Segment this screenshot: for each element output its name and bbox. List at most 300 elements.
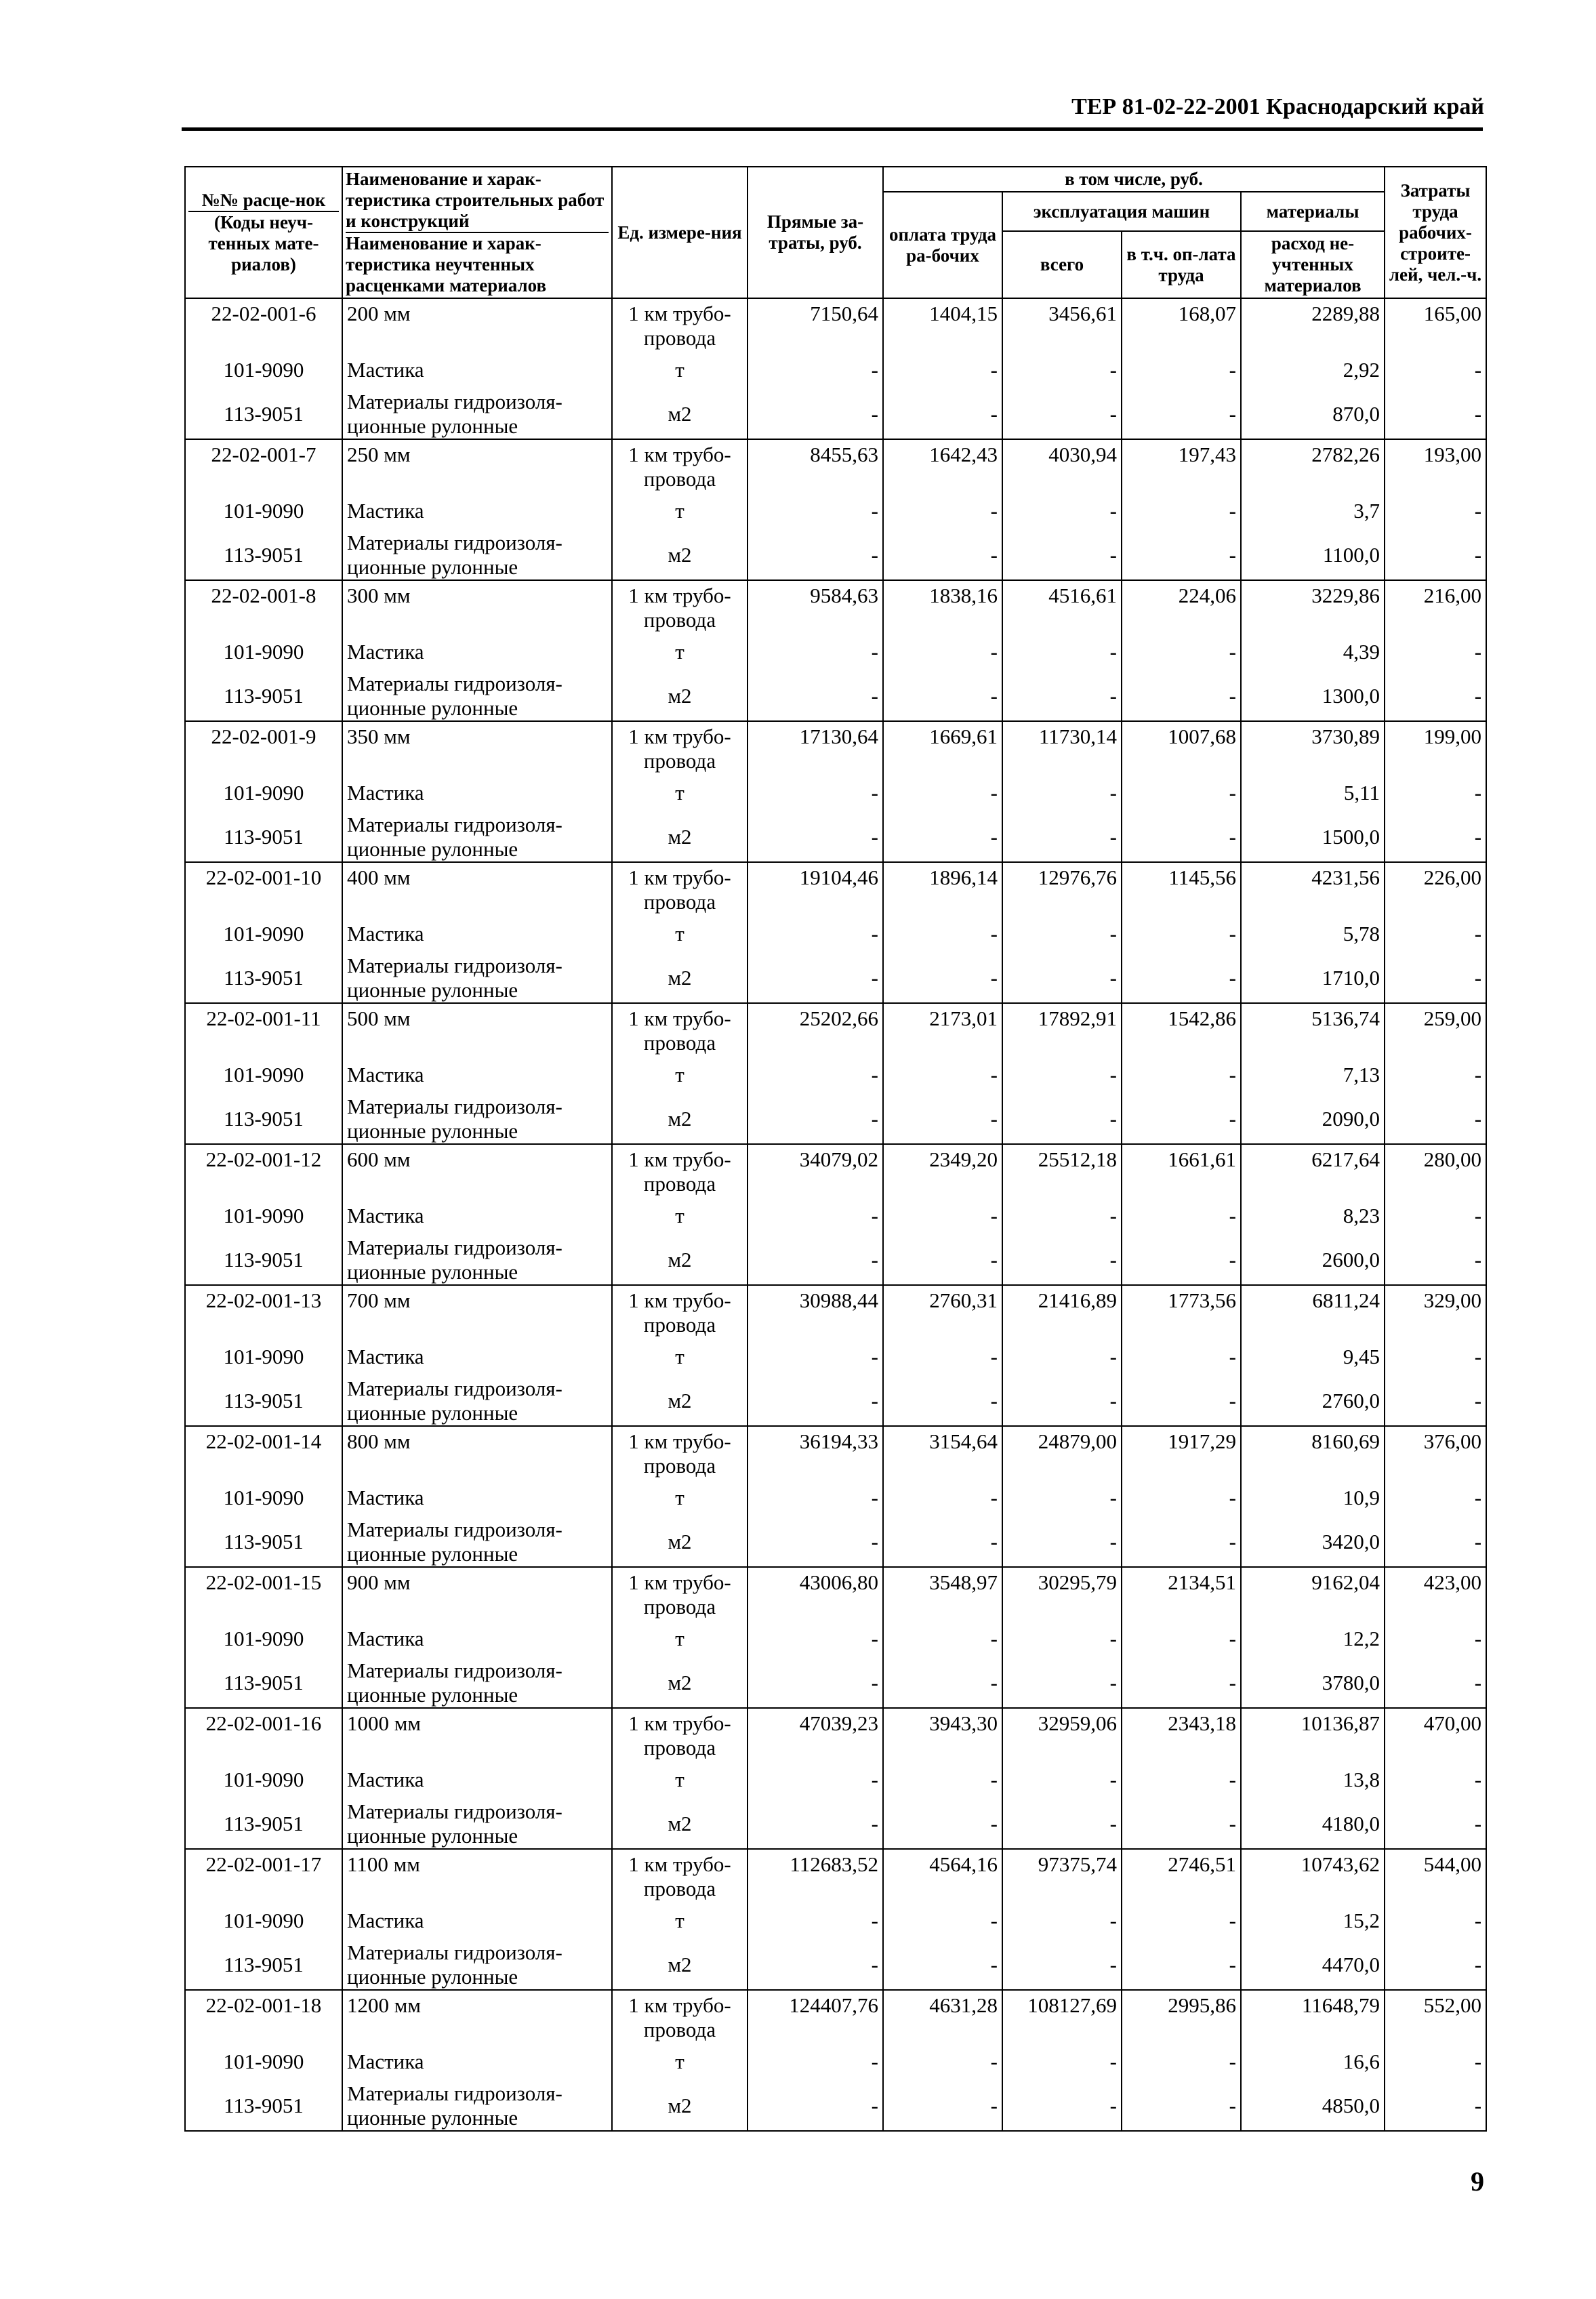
rate-code: 22-02-001-15 bbox=[185, 1567, 342, 1619]
material-unit: м2 bbox=[612, 1095, 748, 1144]
material-name: Мастика bbox=[342, 914, 612, 954]
dash: - bbox=[883, 390, 1002, 439]
col-codes-bottom: (Коды неуч-тенных мате-риалов) bbox=[208, 212, 319, 274]
material-code: 113-9051 bbox=[185, 672, 342, 721]
dash: - bbox=[748, 1337, 883, 1377]
material-name: Материалы гидроизоля-ционные рулонные bbox=[342, 1518, 612, 1567]
dash: - bbox=[1122, 1619, 1241, 1659]
labor-pay: 1642,43 bbox=[883, 439, 1002, 491]
material-consumption: 15,2 bbox=[1241, 1901, 1385, 1940]
material-row bbox=[185, 1236, 1486, 1285]
material-row bbox=[185, 1940, 1486, 1990]
material-code: 101-9090 bbox=[185, 1478, 342, 1518]
material-consumption: 2,92 bbox=[1241, 350, 1385, 390]
labor-hours: 376,00 bbox=[1385, 1426, 1486, 1478]
material-code: 113-9051 bbox=[185, 1799, 342, 1849]
dash: - bbox=[883, 350, 1002, 390]
material-row bbox=[185, 1337, 1486, 1377]
col-codes-top: №№ расце-нок bbox=[188, 190, 339, 212]
price-table bbox=[184, 166, 1487, 2132]
material-row bbox=[185, 1196, 1486, 1236]
material-row bbox=[185, 1799, 1486, 1849]
dash: - bbox=[1385, 1196, 1486, 1236]
dash: - bbox=[883, 954, 1002, 1003]
dash: - bbox=[748, 773, 883, 813]
dash: - bbox=[1002, 2081, 1122, 2131]
dash: - bbox=[883, 1518, 1002, 1567]
machines-total: 25512,18 bbox=[1002, 1144, 1122, 1196]
machines-total: 30295,79 bbox=[1002, 1567, 1122, 1619]
dash: - bbox=[1002, 1478, 1122, 1518]
material-consumption: 2600,0 bbox=[1241, 1236, 1385, 1285]
rate-code: 22-02-001-12 bbox=[185, 1144, 342, 1196]
material-code: 101-9090 bbox=[185, 1901, 342, 1940]
machines-labor: 1145,56 bbox=[1122, 862, 1241, 914]
dash: - bbox=[748, 914, 883, 954]
materials-cost: 5136,74 bbox=[1241, 1003, 1385, 1055]
dash: - bbox=[748, 1196, 883, 1236]
dash: - bbox=[1002, 813, 1122, 862]
labor-pay: 1669,61 bbox=[883, 721, 1002, 773]
material-unit: м2 bbox=[612, 1659, 748, 1708]
material-consumption: 3420,0 bbox=[1241, 1518, 1385, 1567]
rate-code: 22-02-001-16 bbox=[185, 1708, 342, 1760]
work-name: 600 мм bbox=[342, 1144, 612, 1196]
machines-total: 12976,76 bbox=[1002, 862, 1122, 914]
dash: - bbox=[748, 1236, 883, 1285]
material-row bbox=[185, 632, 1486, 672]
labor-pay: 2349,20 bbox=[883, 1144, 1002, 1196]
material-name: Мастика bbox=[342, 2042, 612, 2081]
table-row bbox=[185, 1708, 1486, 1760]
material-name: Материалы гидроизоля-ционные рулонные bbox=[342, 813, 612, 862]
dash: - bbox=[883, 531, 1002, 580]
direct-costs: 30988,44 bbox=[748, 1285, 883, 1337]
dash: - bbox=[1122, 632, 1241, 672]
material-row bbox=[185, 914, 1486, 954]
table-row bbox=[185, 721, 1486, 773]
material-consumption: 3,7 bbox=[1241, 491, 1385, 531]
dash: - bbox=[1385, 531, 1486, 580]
labor-pay: 4631,28 bbox=[883, 1990, 1002, 2042]
material-name: Материалы гидроизоля-ционные рулонные bbox=[342, 1236, 612, 1285]
col-machines-labor: в т.ч. оп-лата труда bbox=[1122, 231, 1241, 298]
machines-labor: 1661,61 bbox=[1122, 1144, 1241, 1196]
rate-code: 22-02-001-9 bbox=[185, 721, 342, 773]
dash: - bbox=[1385, 1659, 1486, 1708]
dash: - bbox=[1122, 1940, 1241, 1990]
material-row bbox=[185, 773, 1486, 813]
dash: - bbox=[1122, 1799, 1241, 1849]
direct-costs: 8455,63 bbox=[748, 439, 883, 491]
dash: - bbox=[1002, 350, 1122, 390]
work-name: 300 мм bbox=[342, 580, 612, 632]
dash: - bbox=[1002, 1940, 1122, 1990]
dash: - bbox=[748, 1901, 883, 1940]
dash: - bbox=[748, 954, 883, 1003]
dash: - bbox=[1122, 350, 1241, 390]
material-name: Материалы гидроизоля-ционные рулонные bbox=[342, 531, 612, 580]
machines-total: 4030,94 bbox=[1002, 439, 1122, 491]
dash: - bbox=[1385, 2081, 1486, 2131]
dash: - bbox=[1122, 1055, 1241, 1095]
col-name-top: Наименование и харак-теристика строительных работ и конструкций bbox=[346, 169, 609, 233]
material-unit: т bbox=[612, 773, 748, 813]
material-consumption: 1100,0 bbox=[1241, 531, 1385, 580]
dash: - bbox=[1385, 350, 1486, 390]
dash: - bbox=[1385, 1095, 1486, 1144]
dash: - bbox=[1002, 914, 1122, 954]
dash: - bbox=[1002, 531, 1122, 580]
unit: 1 км трубо-провода bbox=[612, 1426, 748, 1478]
material-code: 101-9090 bbox=[185, 2042, 342, 2081]
dash: - bbox=[883, 1659, 1002, 1708]
machines-total: 17892,91 bbox=[1002, 1003, 1122, 1055]
material-code: 101-9090 bbox=[185, 1196, 342, 1236]
dash: - bbox=[883, 1940, 1002, 1990]
dash: - bbox=[1002, 773, 1122, 813]
materials-cost: 11648,79 bbox=[1241, 1990, 1385, 2042]
materials-cost: 3730,89 bbox=[1241, 721, 1385, 773]
dash: - bbox=[1385, 914, 1486, 954]
dash: - bbox=[1122, 1377, 1241, 1426]
material-code: 101-9090 bbox=[185, 491, 342, 531]
dash: - bbox=[1385, 1619, 1486, 1659]
dash: - bbox=[748, 672, 883, 721]
material-code: 101-9090 bbox=[185, 1760, 342, 1799]
material-consumption: 12,2 bbox=[1241, 1619, 1385, 1659]
material-row bbox=[185, 390, 1486, 439]
col-materials: материалы bbox=[1241, 192, 1385, 231]
material-unit: т bbox=[612, 350, 748, 390]
rate-code: 22-02-001-11 bbox=[185, 1003, 342, 1055]
material-row bbox=[185, 531, 1486, 580]
material-name: Материалы гидроизоля-ционные рулонные bbox=[342, 1940, 612, 1990]
rate-code: 22-02-001-17 bbox=[185, 1849, 342, 1901]
material-row bbox=[185, 1518, 1486, 1567]
unit: 1 км трубо-провода bbox=[612, 1990, 748, 2042]
table-row bbox=[185, 1426, 1486, 1478]
dash: - bbox=[1385, 491, 1486, 531]
material-name: Мастика bbox=[342, 632, 612, 672]
materials-cost: 9162,04 bbox=[1241, 1567, 1385, 1619]
unit: 1 км трубо-провода bbox=[612, 1003, 748, 1055]
dash: - bbox=[883, 1760, 1002, 1799]
dash: - bbox=[1122, 2081, 1241, 2131]
dash: - bbox=[1002, 954, 1122, 1003]
materials-cost: 2289,88 bbox=[1241, 298, 1385, 350]
dash: - bbox=[1122, 1760, 1241, 1799]
unit: 1 км трубо-провода bbox=[612, 1144, 748, 1196]
dash: - bbox=[1385, 1518, 1486, 1567]
material-code: 101-9090 bbox=[185, 632, 342, 672]
material-unit: м2 bbox=[612, 954, 748, 1003]
table-row bbox=[185, 1003, 1486, 1055]
unit: 1 км трубо-провода bbox=[612, 862, 748, 914]
material-code: 113-9051 bbox=[185, 1377, 342, 1426]
dash: - bbox=[1385, 813, 1486, 862]
col-machines: эксплуатация машин bbox=[1002, 192, 1241, 231]
material-name: Мастика bbox=[342, 1196, 612, 1236]
labor-hours: 470,00 bbox=[1385, 1708, 1486, 1760]
labor-pay: 3548,97 bbox=[883, 1567, 1002, 1619]
material-unit: м2 bbox=[612, 1236, 748, 1285]
dash: - bbox=[748, 1377, 883, 1426]
dash: - bbox=[1002, 1055, 1122, 1095]
dash: - bbox=[1002, 1659, 1122, 1708]
material-code: 101-9090 bbox=[185, 914, 342, 954]
dash: - bbox=[883, 813, 1002, 862]
dash: - bbox=[1122, 813, 1241, 862]
material-unit: м2 bbox=[612, 1518, 748, 1567]
dash: - bbox=[883, 1478, 1002, 1518]
dash: - bbox=[1122, 1659, 1241, 1708]
dash: - bbox=[1385, 1478, 1486, 1518]
dash: - bbox=[748, 1940, 883, 1990]
dash: - bbox=[1122, 1337, 1241, 1377]
dash: - bbox=[748, 2081, 883, 2131]
material-row bbox=[185, 2042, 1486, 2081]
labor-hours: 226,00 bbox=[1385, 862, 1486, 914]
material-unit: т bbox=[612, 491, 748, 531]
material-name: Материалы гидроизоля-ционные рулонные bbox=[342, 1799, 612, 1849]
table-row bbox=[185, 1849, 1486, 1901]
material-unit: м2 bbox=[612, 1940, 748, 1990]
work-name: 400 мм bbox=[342, 862, 612, 914]
dash: - bbox=[1002, 1901, 1122, 1940]
dash: - bbox=[1385, 773, 1486, 813]
material-code: 101-9090 bbox=[185, 1337, 342, 1377]
material-unit: т bbox=[612, 1901, 748, 1940]
material-unit: м2 bbox=[612, 2081, 748, 2131]
dash: - bbox=[748, 1095, 883, 1144]
direct-costs: 34079,02 bbox=[748, 1144, 883, 1196]
dash: - bbox=[748, 1518, 883, 1567]
dash: - bbox=[748, 390, 883, 439]
dash: - bbox=[883, 1377, 1002, 1426]
labor-pay: 2760,31 bbox=[883, 1285, 1002, 1337]
material-code: 101-9090 bbox=[185, 350, 342, 390]
dash: - bbox=[1385, 1760, 1486, 1799]
dash: - bbox=[883, 2081, 1002, 2131]
material-code: 101-9090 bbox=[185, 773, 342, 813]
dash: - bbox=[883, 773, 1002, 813]
unit: 1 км трубо-провода bbox=[612, 1567, 748, 1619]
dash: - bbox=[1002, 1236, 1122, 1285]
material-consumption: 4470,0 bbox=[1241, 1940, 1385, 1990]
machines-total: 24879,00 bbox=[1002, 1426, 1122, 1478]
material-code: 101-9090 bbox=[185, 1619, 342, 1659]
material-name: Материалы гидроизоля-ционные рулонные bbox=[342, 1095, 612, 1144]
machines-total: 32959,06 bbox=[1002, 1708, 1122, 1760]
machines-total: 4516,61 bbox=[1002, 580, 1122, 632]
material-unit: т bbox=[612, 914, 748, 954]
table-row bbox=[185, 580, 1486, 632]
dash: - bbox=[748, 1659, 883, 1708]
material-consumption: 1500,0 bbox=[1241, 813, 1385, 862]
dash: - bbox=[1002, 1799, 1122, 1849]
material-code: 113-9051 bbox=[185, 531, 342, 580]
rate-code: 22-02-001-6 bbox=[185, 298, 342, 350]
dash: - bbox=[748, 1478, 883, 1518]
dash: - bbox=[748, 1799, 883, 1849]
dash: - bbox=[748, 531, 883, 580]
materials-cost: 3229,86 bbox=[1241, 580, 1385, 632]
machines-labor: 168,07 bbox=[1122, 298, 1241, 350]
material-name: Материалы гидроизоля-ционные рулонные bbox=[342, 390, 612, 439]
material-row bbox=[185, 1659, 1486, 1708]
labor-pay: 3154,64 bbox=[883, 1426, 1002, 1478]
direct-costs: 112683,52 bbox=[748, 1849, 883, 1901]
table-row bbox=[185, 1990, 1486, 2042]
material-row bbox=[185, 2081, 1486, 2131]
dash: - bbox=[1122, 954, 1241, 1003]
dash: - bbox=[748, 491, 883, 531]
material-unit: т bbox=[612, 2042, 748, 2081]
unit: 1 км трубо-провода bbox=[612, 1708, 748, 1760]
dash: - bbox=[1122, 491, 1241, 531]
unit: 1 км трубо-провода bbox=[612, 298, 748, 350]
material-row bbox=[185, 1377, 1486, 1426]
dash: - bbox=[883, 672, 1002, 721]
page-number: 9 bbox=[1471, 2166, 1484, 2197]
dash: - bbox=[748, 1619, 883, 1659]
dash: - bbox=[883, 1095, 1002, 1144]
dash: - bbox=[1002, 1619, 1122, 1659]
dash: - bbox=[1002, 1518, 1122, 1567]
machines-total: 21416,89 bbox=[1002, 1285, 1122, 1337]
material-row bbox=[185, 672, 1486, 721]
col-labor-hours: Затраты труда рабочих-строите-лей, чел.-ч. bbox=[1385, 167, 1486, 298]
rate-code: 22-02-001-7 bbox=[185, 439, 342, 491]
machines-total: 11730,14 bbox=[1002, 721, 1122, 773]
material-consumption: 4,39 bbox=[1241, 632, 1385, 672]
unit: 1 км трубо-провода bbox=[612, 439, 748, 491]
table-row bbox=[185, 1144, 1486, 1196]
material-consumption: 8,23 bbox=[1241, 1196, 1385, 1236]
direct-costs: 25202,66 bbox=[748, 1003, 883, 1055]
direct-costs: 43006,80 bbox=[748, 1567, 883, 1619]
table-row bbox=[185, 1285, 1486, 1337]
direct-costs: 17130,64 bbox=[748, 721, 883, 773]
dash: - bbox=[1385, 390, 1486, 439]
col-materials-unaccounted: расход не-учтенных материалов bbox=[1241, 231, 1385, 298]
dash: - bbox=[1122, 1901, 1241, 1940]
dash: - bbox=[1002, 672, 1122, 721]
labor-hours: 423,00 bbox=[1385, 1567, 1486, 1619]
material-code: 113-9051 bbox=[185, 2081, 342, 2131]
col-including: в том числе, руб. bbox=[883, 167, 1385, 192]
materials-cost: 10136,87 bbox=[1241, 1708, 1385, 1760]
machines-labor: 1773,56 bbox=[1122, 1285, 1241, 1337]
material-consumption: 4180,0 bbox=[1241, 1799, 1385, 1849]
labor-pay: 1404,15 bbox=[883, 298, 1002, 350]
rate-code: 22-02-001-13 bbox=[185, 1285, 342, 1337]
dash: - bbox=[1122, 1095, 1241, 1144]
dash: - bbox=[1385, 1236, 1486, 1285]
material-consumption: 4850,0 bbox=[1241, 2081, 1385, 2131]
labor-hours: 193,00 bbox=[1385, 439, 1486, 491]
material-row bbox=[185, 1055, 1486, 1095]
dash: - bbox=[1122, 390, 1241, 439]
machines-total: 97375,74 bbox=[1002, 1849, 1122, 1901]
material-consumption: 16,6 bbox=[1241, 2042, 1385, 2081]
table-row bbox=[185, 298, 1486, 350]
material-code: 113-9051 bbox=[185, 1659, 342, 1708]
material-consumption: 5,78 bbox=[1241, 914, 1385, 954]
dash: - bbox=[748, 350, 883, 390]
labor-pay: 4564,16 bbox=[883, 1849, 1002, 1901]
material-name: Материалы гидроизоля-ционные рулонные bbox=[342, 2081, 612, 2131]
direct-costs: 19104,46 bbox=[748, 862, 883, 914]
dash: - bbox=[1002, 1337, 1122, 1377]
material-consumption: 1710,0 bbox=[1241, 954, 1385, 1003]
dash: - bbox=[1122, 914, 1241, 954]
dash: - bbox=[883, 491, 1002, 531]
table-body bbox=[185, 298, 1486, 2131]
dash: - bbox=[883, 632, 1002, 672]
labor-pay: 1896,14 bbox=[883, 862, 1002, 914]
dash: - bbox=[1002, 1760, 1122, 1799]
material-name: Мастика bbox=[342, 773, 612, 813]
dash: - bbox=[748, 2042, 883, 2081]
material-consumption: 3780,0 bbox=[1241, 1659, 1385, 1708]
material-row bbox=[185, 813, 1486, 862]
dash: - bbox=[1122, 1196, 1241, 1236]
dash: - bbox=[1385, 2042, 1486, 2081]
dash: - bbox=[1385, 1337, 1486, 1377]
labor-hours: 165,00 bbox=[1385, 298, 1486, 350]
dash: - bbox=[1385, 1901, 1486, 1940]
material-row bbox=[185, 954, 1486, 1003]
material-consumption: 2760,0 bbox=[1241, 1377, 1385, 1426]
material-consumption: 10,9 bbox=[1241, 1478, 1385, 1518]
col-machines-total: всего bbox=[1002, 231, 1122, 298]
dash: - bbox=[883, 1619, 1002, 1659]
material-unit: т bbox=[612, 1478, 748, 1518]
dash: - bbox=[1122, 1236, 1241, 1285]
materials-cost: 8160,69 bbox=[1241, 1426, 1385, 1478]
table-row bbox=[185, 862, 1486, 914]
labor-pay: 2173,01 bbox=[883, 1003, 1002, 1055]
dash: - bbox=[1385, 1377, 1486, 1426]
rate-code: 22-02-001-18 bbox=[185, 1990, 342, 2042]
material-unit: т bbox=[612, 1337, 748, 1377]
col-name bbox=[342, 167, 612, 298]
machines-labor: 1007,68 bbox=[1122, 721, 1241, 773]
materials-cost: 6217,64 bbox=[1241, 1144, 1385, 1196]
material-code: 113-9051 bbox=[185, 1095, 342, 1144]
dash: - bbox=[1002, 1377, 1122, 1426]
material-name: Материалы гидроизоля-ционные рулонные bbox=[342, 1377, 612, 1426]
machines-labor: 1917,29 bbox=[1122, 1426, 1241, 1478]
dash: - bbox=[1122, 2042, 1241, 2081]
labor-hours: 216,00 bbox=[1385, 580, 1486, 632]
material-unit: т bbox=[612, 1196, 748, 1236]
materials-cost: 6811,24 bbox=[1241, 1285, 1385, 1337]
col-labor-pay: оплата труда ра-бочих bbox=[883, 192, 1002, 298]
dash: - bbox=[1122, 672, 1241, 721]
work-name: 1200 мм bbox=[342, 1990, 612, 2042]
dash: - bbox=[1385, 672, 1486, 721]
work-name: 200 мм bbox=[342, 298, 612, 350]
material-unit: т bbox=[612, 1055, 748, 1095]
direct-costs: 36194,33 bbox=[748, 1426, 883, 1478]
material-consumption: 5,11 bbox=[1241, 773, 1385, 813]
labor-hours: 329,00 bbox=[1385, 1285, 1486, 1337]
labor-hours: 544,00 bbox=[1385, 1849, 1486, 1901]
dash: - bbox=[883, 1196, 1002, 1236]
